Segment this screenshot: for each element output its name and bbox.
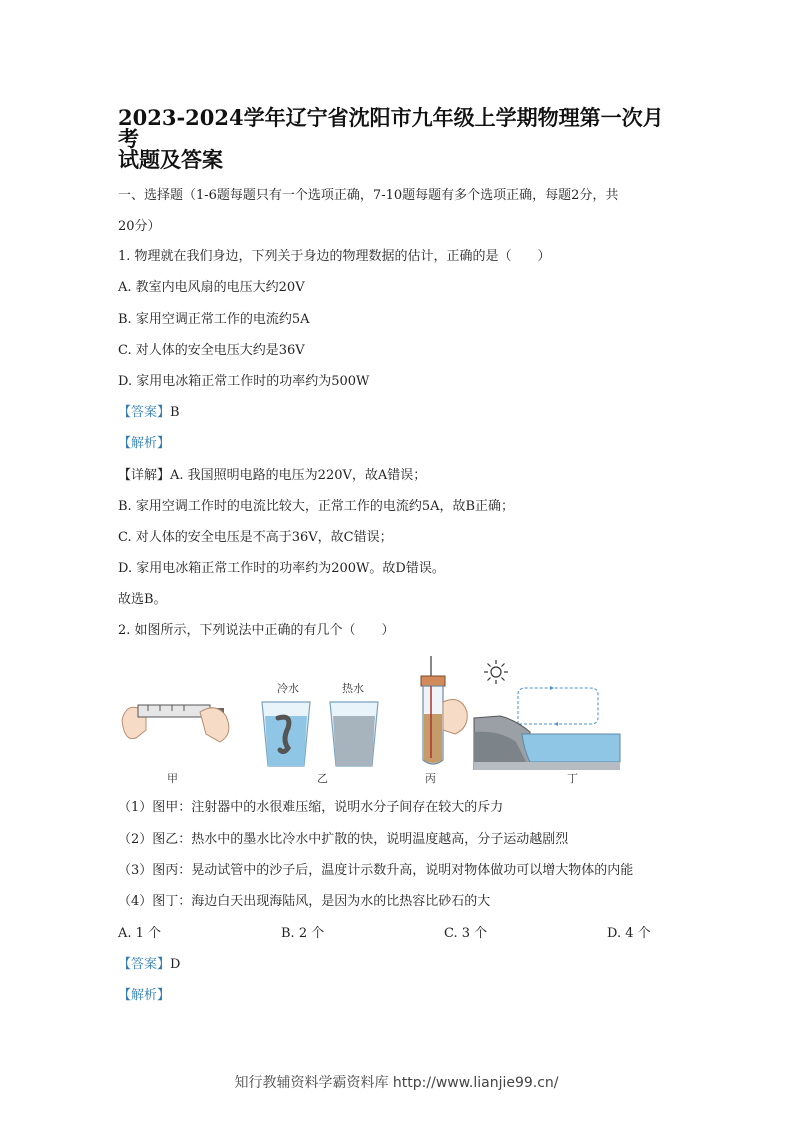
doc-title-line1: 2023-2024学年辽宁省沈阳市九年级上学期物理第一次月考 xyxy=(118,105,664,151)
figure-sea-breeze xyxy=(470,658,622,770)
sun-icon xyxy=(484,660,508,684)
label-hot-water: 热水 xyxy=(342,682,364,695)
q1-detail-4: D. 家用电冰箱正常工作时的功率约为200W。故D错误。 xyxy=(118,561,445,576)
q2-answer xyxy=(118,958,180,972)
q1-detail-1 xyxy=(118,469,426,483)
q1-detail-2: B. 家用空调工作时的电流比较大，正常工作的电流约5A，故B正确； xyxy=(118,499,515,514)
q2-statement-4: （4）图丁：海边白天出现海陆风，是因为水的比热容比砂石的大 xyxy=(118,894,491,909)
section-heading: 一、选择题（1-6题每题只有一个选项正确，7-10题每题有多个选项正确，每题2分，共 xyxy=(118,188,619,203)
label-cold-water: 冷水 xyxy=(277,682,299,695)
q1-option-c: C. 对人体的安全电压大约是36V xyxy=(118,343,305,358)
q1-answer-value: B xyxy=(170,405,180,420)
q2-option-d: D. 4 个 xyxy=(607,926,651,941)
q2-answer-tag: 【答案】 xyxy=(118,957,171,972)
q1-option-d: D. 家用电冰箱正常工作时的功率约为500W xyxy=(118,374,370,389)
caption-bing: 丙 xyxy=(425,772,436,785)
q2-statement-1: （1）图甲：注射器中的水很难压缩，说明水分子间存在较大的斥力 xyxy=(118,800,504,815)
caption-jia: 甲 xyxy=(167,772,178,785)
caption-ding: 丁 xyxy=(567,772,578,785)
q2-answer-value: D xyxy=(170,957,181,972)
q2-option-a: A. 1 个 xyxy=(118,926,162,941)
q2-option-c: C. 3 个 xyxy=(444,926,488,941)
figure-syringe xyxy=(120,690,235,750)
caption-yi: 乙 xyxy=(317,772,328,785)
q2-analysis-tag: 【解析】 xyxy=(118,988,171,1003)
q1-detail-5: 故选B。 xyxy=(118,592,167,607)
q1-detail-a: A. 我国照明电路的电压为220V，故A错误； xyxy=(170,468,427,483)
doc-title-line2: 试题及答案 xyxy=(118,147,223,172)
q2-option-b: B. 2 个 xyxy=(281,926,325,941)
detail-tag: 【详解】 xyxy=(118,468,171,483)
page-footer: 知行教辅资料学霸资料库 http://www.lianjie99.cn/ xyxy=(234,1075,559,1091)
q1-option-a: A. 教室内电风扇的电压大约20V xyxy=(118,280,305,295)
q1-stem: 1. 物理就在我们身边，下列关于身边的物理数据的估计，正确的是（ ） xyxy=(118,249,551,264)
q2-statement-2: （2）图乙：热水中的墨水比冷水中扩散的快，说明温度越高，分子运动越剧烈 xyxy=(118,832,569,847)
q2-statement-3: （3）图丙：晃动试管中的沙子后，温度计示数升高，说明对物体做功可以增大物体的内能 xyxy=(118,863,634,878)
answer-tag: 【答案】 xyxy=(118,405,171,420)
section-heading-cont: 20分） xyxy=(118,219,161,234)
figure-beakers xyxy=(258,698,383,770)
figure-test-tube xyxy=(415,654,470,770)
q1-answer xyxy=(118,406,180,420)
q2-stem: 2. 如图所示，下列说法中正确的有几个（ ） xyxy=(118,623,395,638)
q1-analysis-tag: 【解析】 xyxy=(118,436,171,451)
q1-detail-3: C. 对人体的安全电压是不高于36V，故C错误； xyxy=(118,530,393,545)
q1-option-b: B. 家用空调正常工作的电流约5A xyxy=(118,312,310,327)
